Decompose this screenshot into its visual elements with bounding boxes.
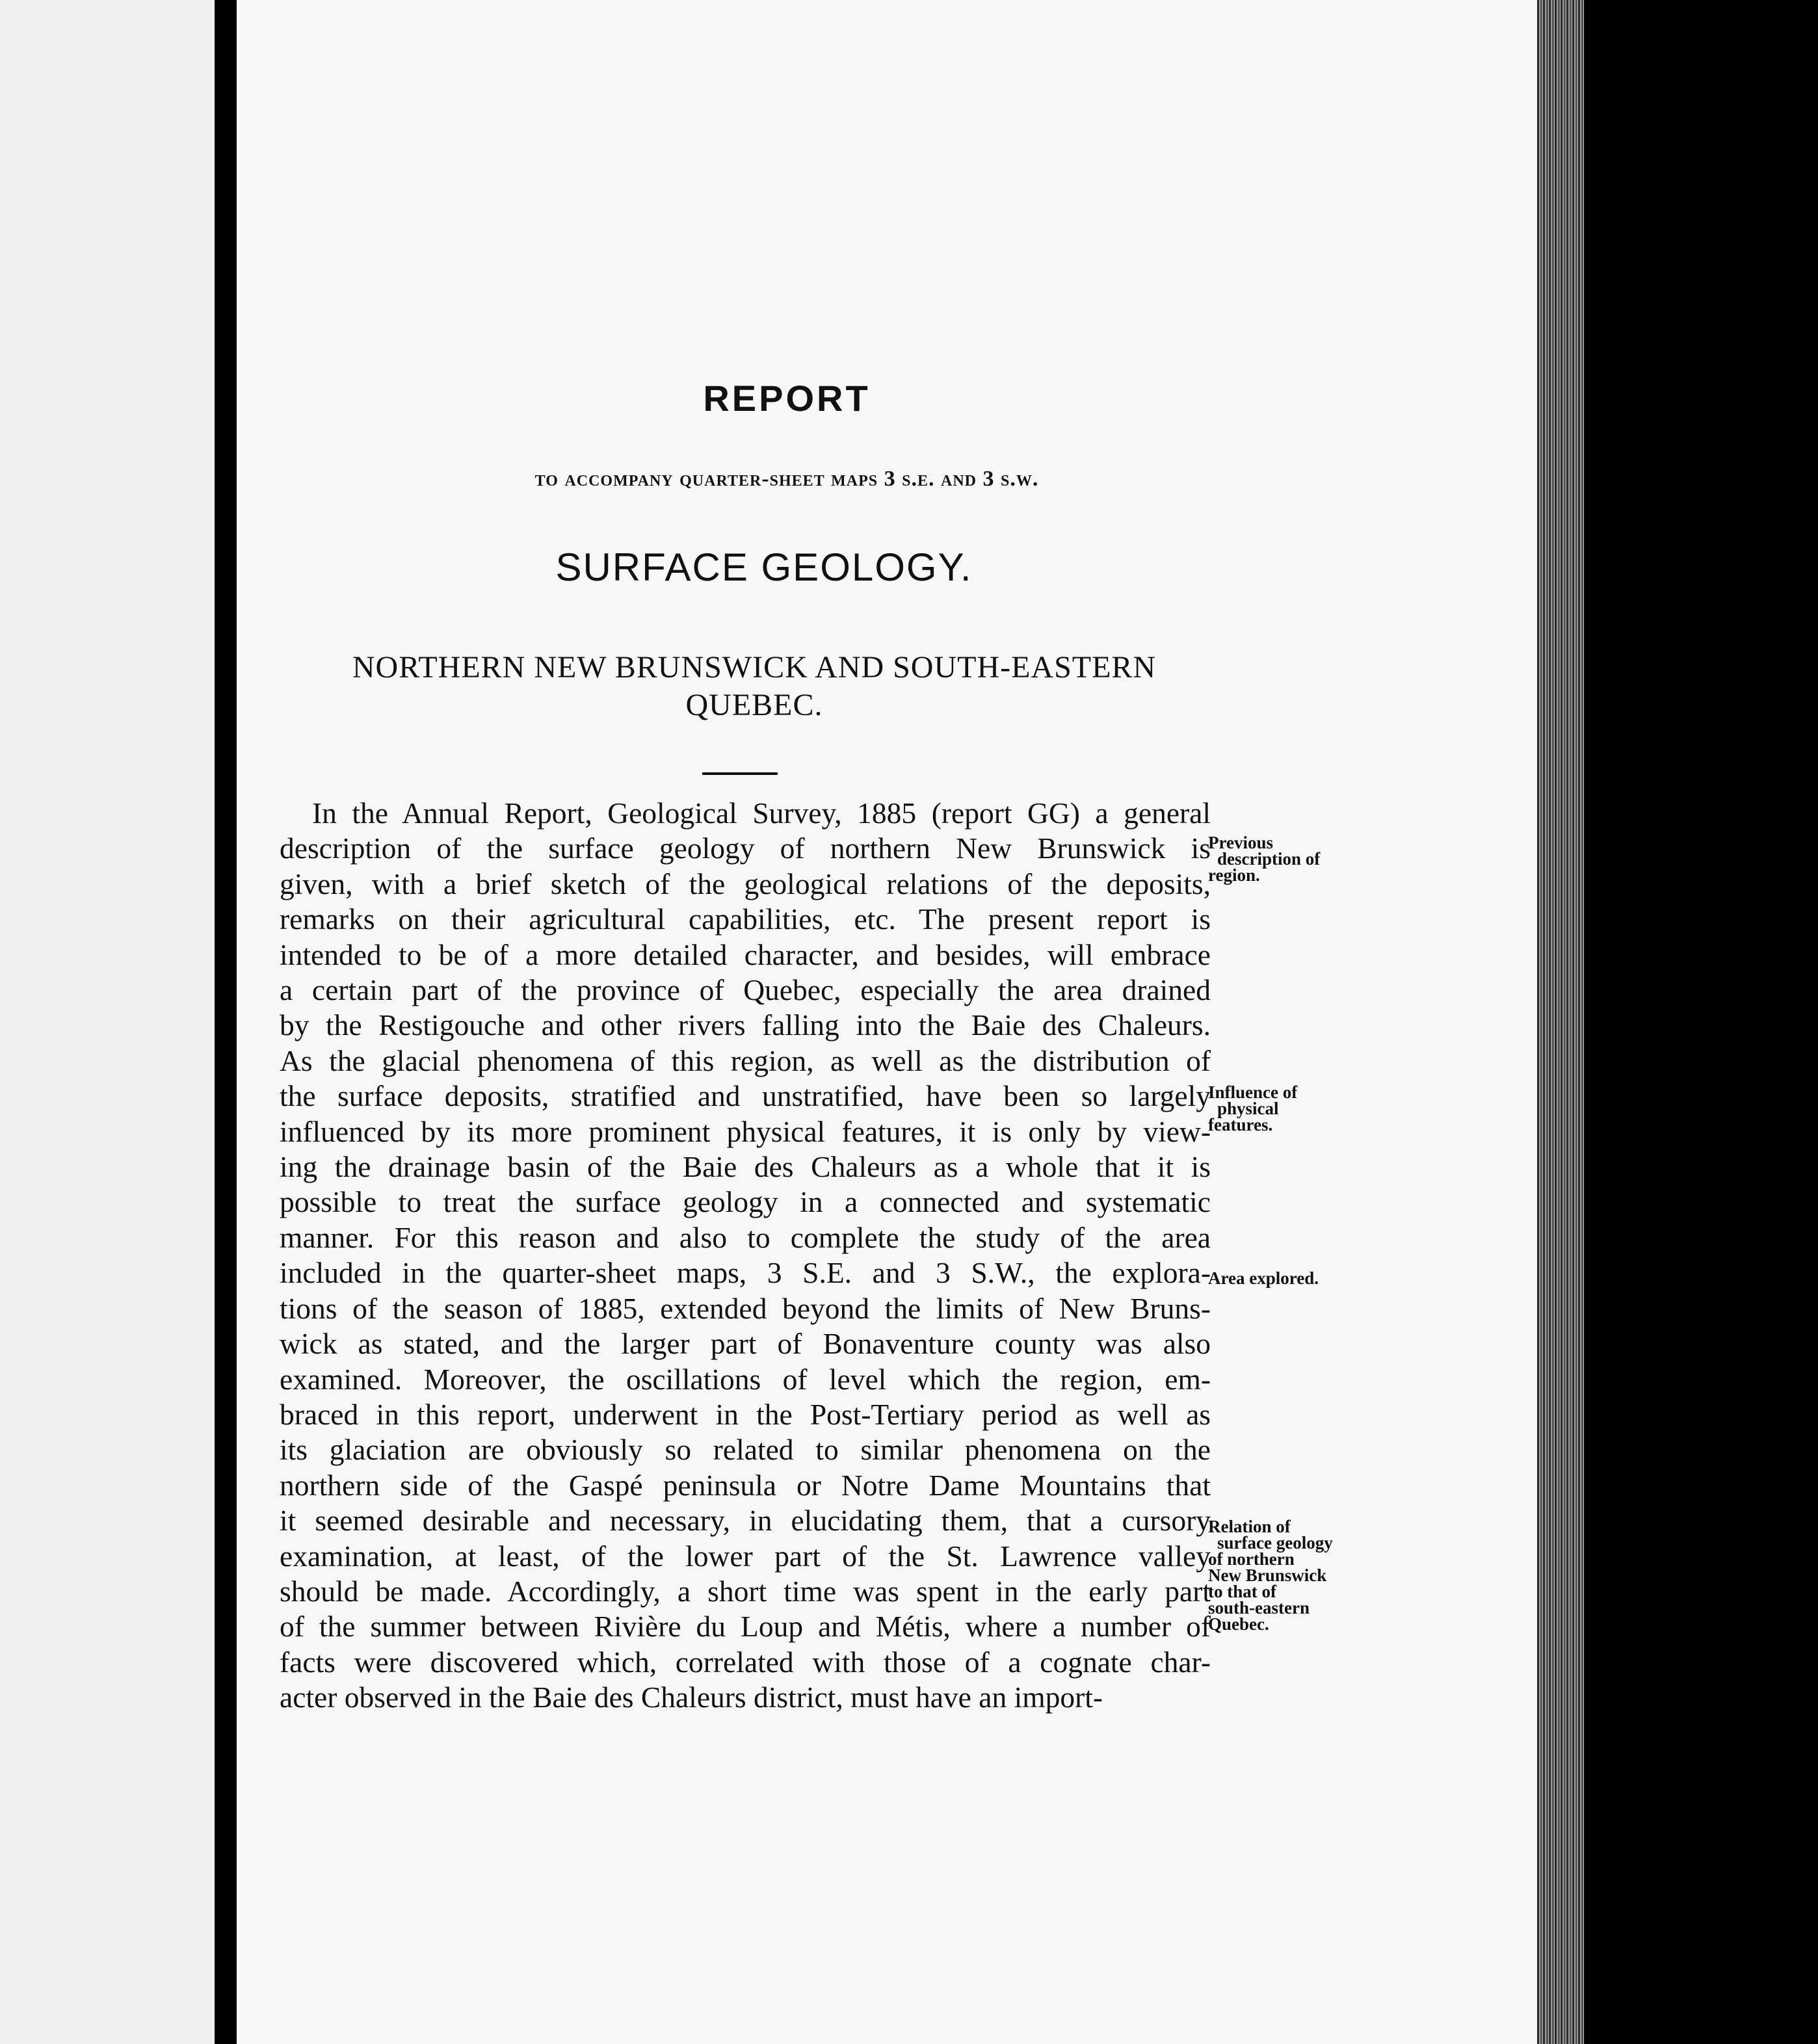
body-line: description of the surface geology of northern New Brunswick is xyxy=(280,832,1211,865)
sidenote-line: surface geology xyxy=(1217,1533,1333,1553)
body-paragraph xyxy=(280,796,1211,1716)
sidenote-line: Influence of xyxy=(1208,1082,1298,1102)
report-subtitle: to accompany quarter-sheet maps 3 s.e. and 3 s.w. xyxy=(534,467,1039,491)
body-line: possible to treat the surface geology in a connected and systematic xyxy=(280,1185,1211,1219)
body-line: by the Restigouche and other rivers falling into the Baie des Chaleurs. xyxy=(280,1008,1211,1042)
region-heading-line2: QUEBEC. xyxy=(685,688,823,722)
body-line: manner. For this reason and also to complete the study of the area xyxy=(280,1220,1211,1254)
heading-divider xyxy=(702,772,778,775)
body-line: influenced by its more prominent physical features, it is only by view- xyxy=(280,1114,1211,1148)
sidenote-line: of northern xyxy=(1208,1549,1295,1569)
sidenote-relation xyxy=(1208,1519,1371,1632)
body-line: a certain part of the province of Quebec, especially the area drained xyxy=(280,973,1211,1007)
book-gutter xyxy=(215,0,237,2044)
sidenote-line: New Brunswick xyxy=(1208,1566,1327,1585)
report-heading: REPORT xyxy=(703,378,871,419)
body-line: its glaciation are obviously so related to similar phenomena on the xyxy=(280,1433,1211,1467)
sidenote-line: description of xyxy=(1217,849,1321,869)
body-line: northern side of the Gaspé peninsula or Notre Dame Mountains that xyxy=(280,1468,1211,1502)
sidenote-line: Area explored. xyxy=(1208,1268,1319,1288)
sidenote-line: region. xyxy=(1208,865,1260,885)
body-line: facts were discovered which, correlated with those of a cognate char- xyxy=(280,1645,1211,1679)
sidenote-physical-features xyxy=(1208,1084,1371,1133)
body-line: given, with a brief sketch of the geological relations of the deposits, xyxy=(280,867,1211,900)
body-line: In the Annual Report, Geological Survey, 1885 (report GG) a general xyxy=(312,796,1211,830)
body-line: examination, at least, of the lower part of the St. Lawrence valley xyxy=(280,1539,1211,1573)
sidenote-line: Relation of xyxy=(1208,1517,1291,1536)
body-line: examined. Moreover, the oscillations of level which the region, em- xyxy=(280,1362,1211,1396)
body-line: included in the quarter-sheet maps, 3 S.E. and 3 S.W., the explora- xyxy=(280,1256,1211,1290)
region-heading-line1: NORTHERN NEW BRUNSWICK AND SOUTH-EASTERN xyxy=(352,650,1157,685)
body-line: tions of the season of 1885, extended beyond the limits of New Bruns- xyxy=(280,1291,1211,1325)
scan-background xyxy=(1584,0,1818,2044)
page-edges xyxy=(1537,0,1584,2044)
body-line: As the glacial phenomena of this region, as well as the distribution of xyxy=(280,1043,1211,1077)
body-line: it seemed desirable and necessary, in elucidating them, that a cursory xyxy=(280,1504,1211,1538)
sidenote-line: to that of xyxy=(1208,1582,1276,1601)
body-line: ing the drainage basin of the Baie des Chaleurs as a whole that it is xyxy=(280,1150,1211,1184)
sidenote-line: physical xyxy=(1217,1099,1279,1118)
sidenote-area-explored xyxy=(1208,1270,1371,1287)
body-line: wick as stated, and the larger part of Bonaventure county was also xyxy=(280,1327,1211,1361)
sidenote-line: south-eastern xyxy=(1208,1598,1310,1618)
sidenote-line: features. xyxy=(1208,1115,1273,1134)
body-line: the surface deposits, stratified and unstratified, have been so largely xyxy=(280,1079,1211,1113)
sidenote-line: Quebec. xyxy=(1208,1614,1269,1634)
region-heading xyxy=(312,649,1196,724)
body-line: of the summer between Rivière du Loup and Métis, where a number of xyxy=(280,1610,1211,1644)
body-line: braced in this report, underwent in the Post-Tertiary period as well as xyxy=(280,1397,1211,1431)
body-line: acter observed in the Baie des Chaleurs district, must have an import- xyxy=(280,1681,1103,1714)
body-line: remarks on their agricultural capabilities, etc. The present report is xyxy=(280,902,1211,936)
body-line: intended to be of a more detailed character, and besides, will embrace xyxy=(280,937,1211,971)
facing-page xyxy=(0,0,215,2044)
section-heading: SURFACE GEOLOGY. xyxy=(555,545,973,589)
body-line: should be made. Accordingly, a short time was spent in the early part xyxy=(280,1574,1211,1608)
sidenote-previous-description xyxy=(1208,835,1371,884)
sidenote-line: Previous xyxy=(1208,833,1273,852)
